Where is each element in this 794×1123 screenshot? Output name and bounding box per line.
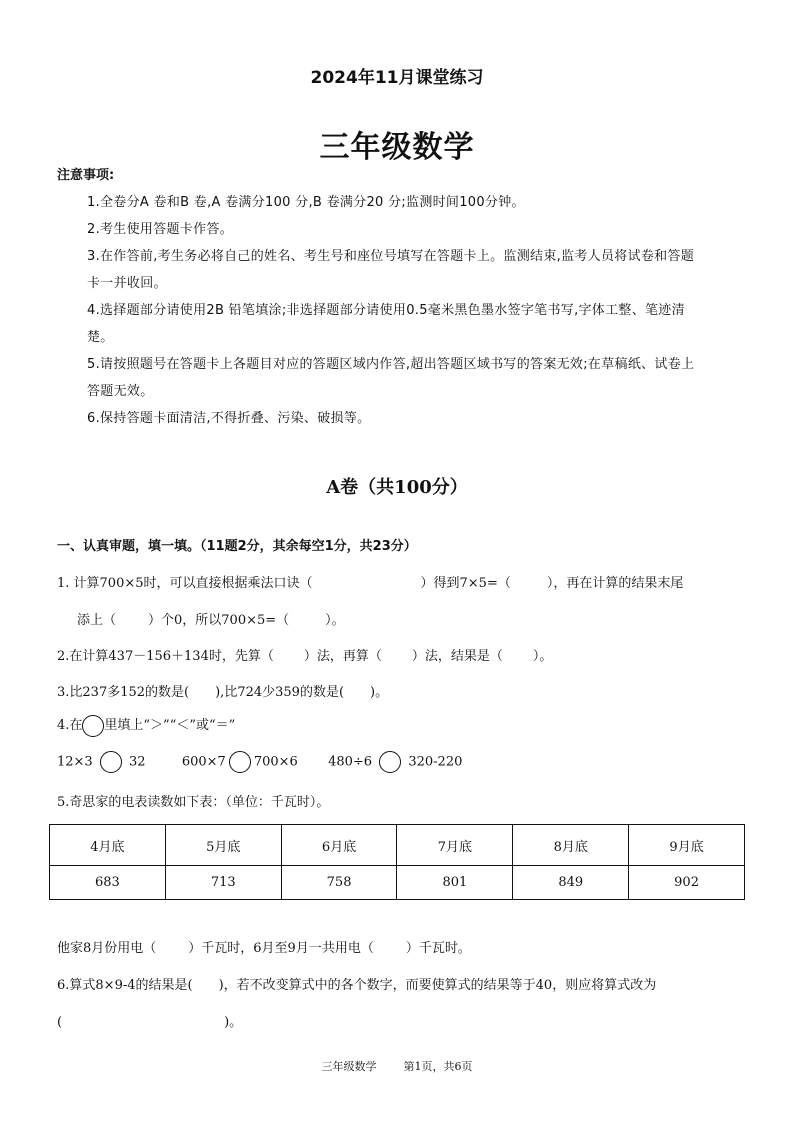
question-2-text-c: ）法，结果是（ [411,649,503,664]
notice-rule-5-cont: 答题无效。 [87,384,154,399]
page-footer [0,1058,794,1074]
notice-rule-1: 1.全卷分A 卷和B 卷,A 卷满分100 分,B 卷满分20 分;监测时间100分钟。 [87,195,525,210]
notice-rule-3: 3.在作答前,考生务必将自己的姓名、考生号和座位号填写在答题卡上。监测结束,监考人员将试卷和答题 [87,249,695,264]
question-6-text-b: )，若不改变算式中的各个数字，而要使算式的结果等于40，则应将算式改为 [218,978,657,993]
notice-rule-2: 2.考生使用答题卡作答。 [87,222,234,237]
question-2 [57,645,552,664]
question-1-line-1 [57,572,683,591]
question-5-text-c: ）千瓦时。 [405,941,471,956]
question-4-expressions [57,751,462,773]
question-1-text-c: ），再在计算的结果末尾 [546,576,684,591]
table-header-cell: 4月底 [50,825,166,866]
question-6-text-c: ( [57,1015,63,1030]
table-cell: 758 [281,866,397,900]
question-1-line-2 [77,609,345,628]
compare-circle-1[interactable] [100,751,122,773]
table-header-cell: 9月底 [629,825,745,866]
expr-1-right: 32 [129,754,146,770]
question-6-line-1 [57,974,656,993]
compare-circle-3[interactable] [379,751,401,773]
question-4 [57,714,235,737]
question-4-text-a: 4.在 [57,718,83,733]
question-2-text-b: ）法，再算（ [303,649,382,664]
question-3-text-b: ),比724少359的数是( [215,685,345,700]
table-cell: 902 [629,866,745,900]
question-3-text-c: )。 [370,685,389,700]
expr-2-right: 700×6 [253,754,298,770]
exam-subtitle: 2024年11月课堂练习 [310,68,484,88]
question-2-text-a: 2.在计算437－156＋134时，先算（ [57,649,274,664]
circle-icon [82,715,104,737]
footer-subject: 三年级数学 [321,1060,377,1073]
question-3-text-a: 3.比237多152的数是( [57,685,190,700]
question-5-followup [57,937,471,956]
question-1-text-a: 1. 计算700×5时，可以直接根据乘法口诀（ [57,576,313,591]
question-2-text-d: ）。 [532,649,553,664]
question-6-line-2 [57,1011,242,1030]
notice-heading: 注意事项: [57,168,115,183]
table-header-cell: 8月底 [513,825,629,866]
table-cell: 683 [50,866,166,900]
meter-reading-table [49,824,745,900]
question-3 [57,681,388,700]
exam-title: 三年级数学 [319,130,475,165]
notice-rule-5: 5.请按照题号在答题卡上各题目对应的答题区域内作答,超出答题区域书写的答案无效;在草稿纸、试卷上 [87,357,695,372]
question-6-text-a: 6.算式8×9-4的结果是( [57,978,193,993]
question-5-text-a: 他家8月份用电（ [57,941,157,956]
question-1-text-d: 添上（ [77,613,117,628]
table-header-row [50,825,745,866]
part-heading: 一、认真审题，填一填。（11题2分，其余每空1分，共23分） [57,539,417,554]
expr-3-right: 320-220 [408,754,463,770]
question-5: 5.奇思家的电表读数如下表：（单位：千瓦时）。 [57,795,330,810]
compare-circle-2[interactable] [229,751,251,773]
expr-2-left: 600×7 [181,754,226,770]
question-1-text-b: ）得到7×5=（ [420,576,511,591]
table-header-cell: 5月底 [165,825,281,866]
notice-rule-6: 6.保持答题卡面清洁,不得折叠、污染、破损等。 [87,411,371,426]
question-5-text-b: ）千瓦时，6月至9月一共用电（ [188,941,374,956]
notice-rule-4-cont: 楚。 [87,330,114,345]
footer-page-number: 第1页，共6页 [403,1060,473,1073]
notice-rule-4: 4.选择题部分请使用2B 铅笔填涂;非选择题部分请使用0.5毫米黑色墨水签字笔书写,字体工整、笔迹清 [87,303,685,318]
notice-rule-3-cont: 卡一并收回。 [87,276,167,291]
table-cell: 713 [165,866,281,900]
expr-1-left: 12×3 [57,754,93,770]
question-4-text-b: 里填上“＞”“＜”或“＝” [104,718,236,733]
question-1-text-e: ）个0，所以700×5=（ [148,613,290,628]
expr-3-left: 480÷6 [328,754,373,770]
table-header-cell: 7月底 [397,825,513,866]
table-row [50,866,745,900]
question-1-text-f: ）。 [325,613,345,628]
section-title: A卷（共100分） [326,477,468,498]
table-cell: 801 [397,866,513,900]
question-6-text-d: )。 [224,1015,243,1030]
table-header-cell: 6月底 [281,825,397,866]
table-cell: 849 [513,866,629,900]
